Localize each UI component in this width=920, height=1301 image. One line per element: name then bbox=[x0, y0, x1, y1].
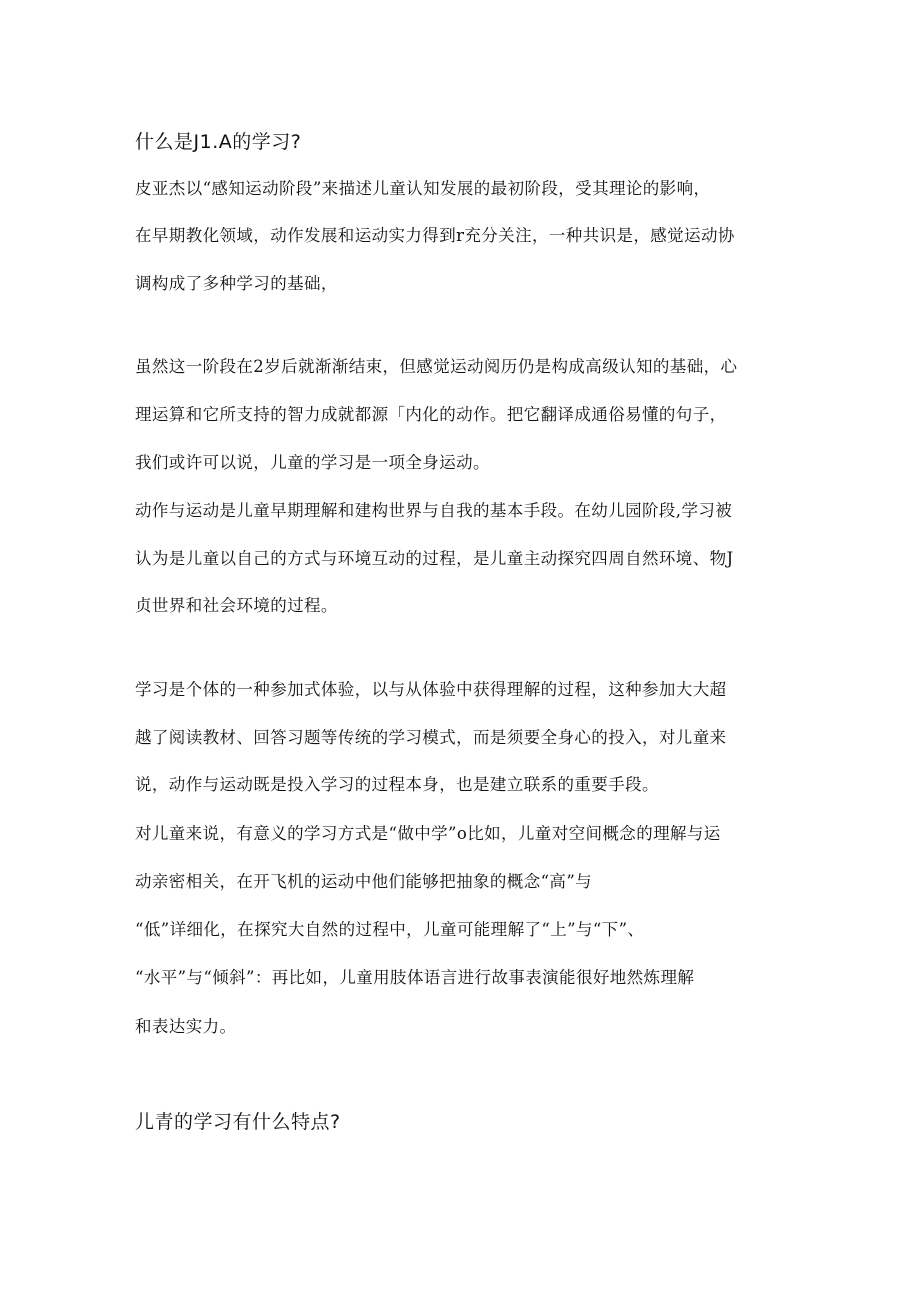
paragraph-1-line-2: 在早期教化领域，动作发展和运动实力得到r充分关注，一种共识是，感觉运动协 bbox=[135, 226, 735, 245]
paragraph-2-line-3: 我们或许可以说，儿童的学习是一项全身运动。 bbox=[135, 453, 490, 472]
paragraph-3-line-2: 认为是儿童以自己的方式与环境互动的过程，是儿童主动探究四周自然环境、物J bbox=[135, 549, 734, 568]
paragraph-5-line-3: “低”详细化，在探究大自然的过程中，儿童可能理解了“上”与“下”、 bbox=[135, 920, 645, 939]
section-heading-2: 儿青的学习有什么特点? bbox=[135, 1111, 341, 1133]
paragraph-2-line-1: 虽然这一阶段在2岁后就渐渐结束，但感觉运动阅历仍是构成高级认知的基础，心 bbox=[135, 357, 738, 376]
paragraph-3-line-1: 动作与运动是儿童早期理解和建构世界与自我的基本手段。在幼儿园阶段,学习被 bbox=[135, 501, 733, 520]
paragraph-5-line-1: 对儿童来说，有意义的学习方式是“做中学”o比如，儿童对空间概念的理解与运 bbox=[135, 824, 721, 843]
paragraph-5-line-4: “水平”与“倾斜”：再比如，儿童用肢体语言进行故事表演能很好地然炼理解 bbox=[135, 968, 695, 987]
paragraph-4-line-1: 学习是个体的一种参加式体验，以与从体验中获得理解的过程，这种参加大大超 bbox=[135, 680, 727, 699]
paragraph-5-line-2: 动亲密相关，在开飞机的运动中他们能够把抽象的概念“高”与 bbox=[135, 872, 593, 891]
section-heading-1: 什么是J1.A的学习? bbox=[135, 131, 302, 153]
paragraph-4-line-3: 说，动作与运动既是投入学习的过程本身，也是建立联系的重要手段。 bbox=[135, 775, 659, 794]
paragraph-2-line-2: 理运算和它所支持的智力成就都源「内化的动作。把它翻译成通俗易懂的句子， bbox=[135, 405, 727, 424]
paragraph-5-line-5: 和表达实力。 bbox=[135, 1017, 237, 1036]
paragraph-1-line-1: 皮亚杰以“感知运动阶段”来描述儿童认知发展的最初阶段，受其理论的影响， bbox=[135, 179, 711, 198]
paragraph-4-line-2: 越了阅读教材、回答习题等传统的学习模式，而是须要全身心的投入，对儿童来 bbox=[135, 728, 727, 747]
paragraph-1-line-3: 调构成了多种学习的基础， bbox=[135, 274, 338, 293]
paragraph-3-line-3: 贞世界和社会环境的过程。 bbox=[135, 596, 338, 615]
